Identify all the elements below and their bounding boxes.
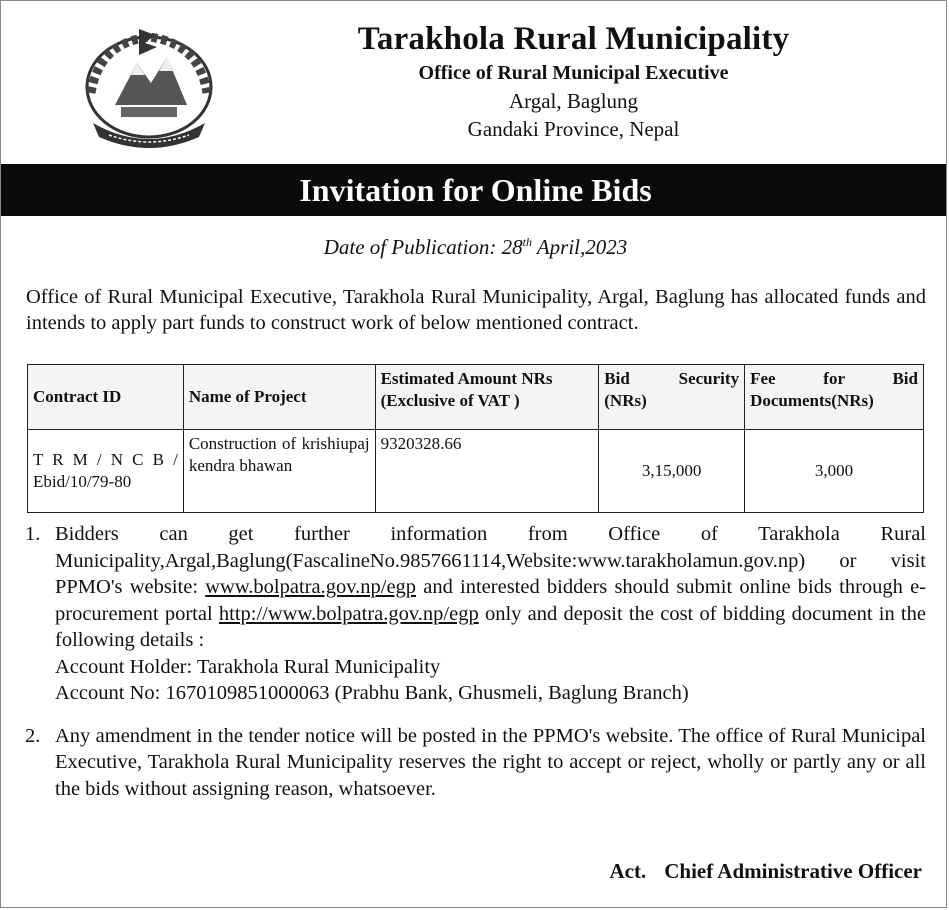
organization-name: Tarakhola Rural Municipality — [357, 21, 790, 57]
header-estimated-amount: Estimated Amount NRs (Exclusive of VAT ) — [375, 365, 599, 430]
cell-bid-fee: 3,000 — [745, 430, 924, 513]
header-bid-security: Bid Security (NRs) — [599, 365, 745, 430]
list-item — [25, 723, 926, 803]
account-number: Account No: 1670109851000063 (Prabhu Bank, Ghusmeli, Baglung Branch) — [55, 682, 689, 704]
item-text: only and deposit the cost of bidding document in the following details : — [55, 602, 926, 651]
cell-bid-security: 3,15,000 — [599, 430, 745, 513]
ppmo-egp-link[interactable]: www.bolpatra.gov.np/egp — [205, 576, 417, 598]
cell-contract-id: T R M / N C B / Ebid/10/79-80 — [28, 430, 184, 513]
cell-estimated-amount: 9320328.66 — [375, 430, 599, 513]
contract-table — [27, 364, 924, 513]
header-contract-id: Contract ID — [28, 365, 184, 430]
item-text: and interested bidders should submit online bids through e-procurement portal — [55, 576, 927, 625]
list-item — [25, 521, 926, 707]
intro-paragraph: Office of Rural Municipal Executive, Tarakhola Rural Municipality, Argal, Baglung has allocated funds and intends to apply part funds to construct work of below mentioned contract. — [26, 286, 926, 334]
table-header-row — [28, 365, 924, 430]
address-line-1: Argal, Baglung — [508, 89, 639, 113]
publication-date-label: Date of Publication: 28 — [323, 235, 523, 259]
item-body: Any amendment in the tender notice will be posted in the PPMO's website. The office of Rural Municipal Executive, Tarakhola Rural Municipality reserves the right to accept or reject, wholly or partly any or all the bids without assigning reason, whatsoever. — [55, 724, 926, 800]
letterhead — [201, 19, 946, 143]
publication-date — [1, 227, 947, 262]
item-number: 2. — [25, 724, 41, 747]
item-body — [55, 521, 926, 707]
item-number: 1. — [25, 523, 41, 545]
cell-project-name: Construction of krishiupaj kendra bhawan — [183, 430, 375, 513]
notice-items — [25, 521, 926, 814]
address-line-2: Gandaki Province, Nepal — [467, 117, 680, 141]
header-project-name: Name of Project — [183, 365, 375, 430]
eprocurement-portal-link[interactable]: http://www.bolpatra.gov.np/egp — [218, 602, 479, 625]
header-bid-fee: Fee for Bid Documents(NRs) — [745, 365, 924, 430]
notice-title-banner: Invitation for Online Bids — [1, 164, 947, 216]
table-row — [28, 430, 924, 513]
signature-act: Act. — [609, 859, 647, 883]
item-text: Bidders can get further information from Office of Tarakhola Rural Municipality,Argal,Baglung(FascalineNo.9857661114,Website:www.tarakholamun.gov.np) or visit PPMO's website: — [55, 523, 926, 598]
signature-title: Chief Administrative Officer — [664, 859, 922, 883]
publication-date-suffix: th — [522, 235, 532, 249]
publication-date-rest: April,2023 — [531, 235, 628, 259]
signature-block — [609, 857, 922, 885]
account-holder: Account Holder: Tarakhola Rural Municipality — [55, 655, 441, 678]
office-name: Office of Rural Municipal Executive — [418, 62, 729, 84]
